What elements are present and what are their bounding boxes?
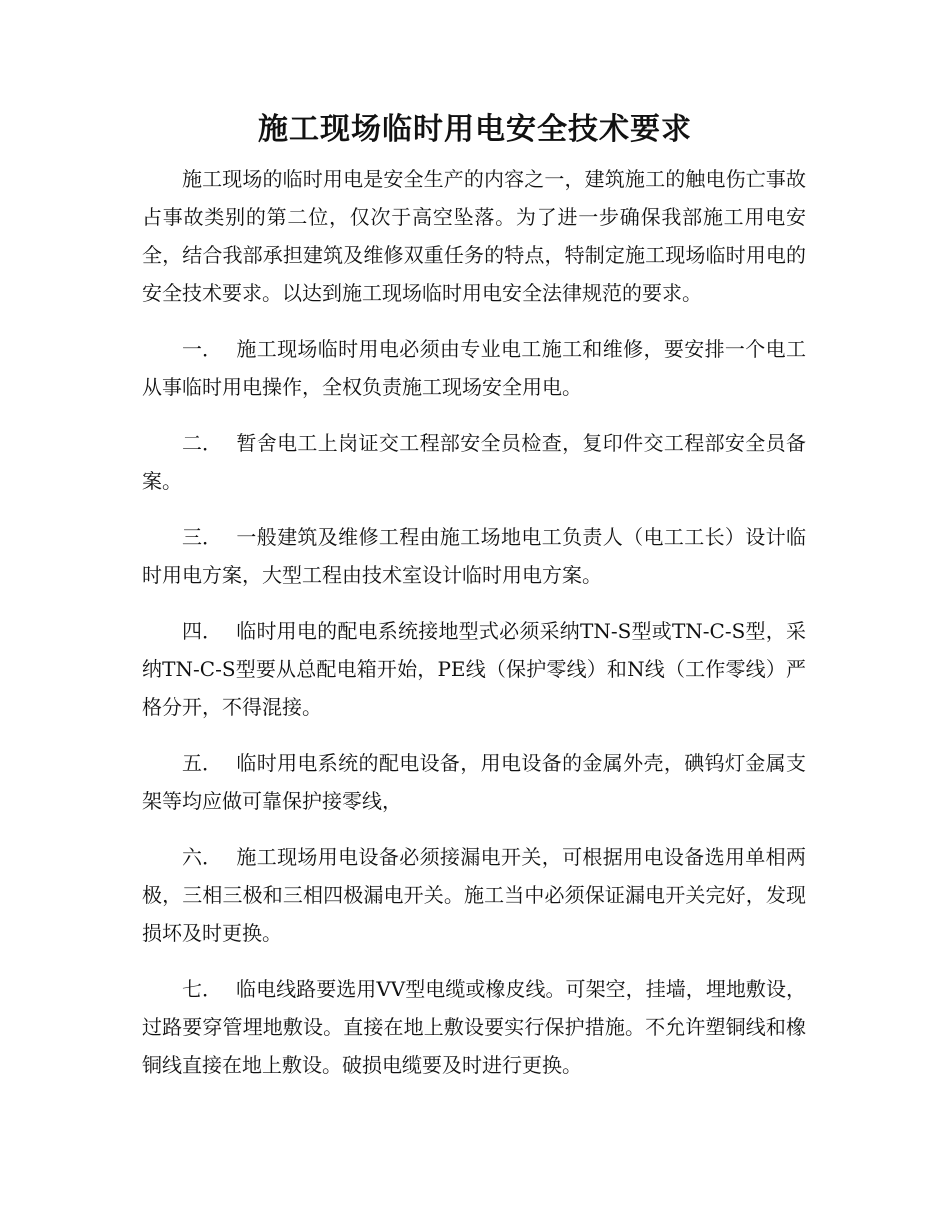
item-text: 临电线路要选用VV型电缆或橡皮线。可架空，挂墙，埋地敷设，过路要穿管埋地敷设。直接在地上敷设要实行保护措施。不允许塑铜线和橡铜线直接在地上敷设。破损电缆要及时进行更换。 <box>142 977 806 1077</box>
document-body <box>142 160 806 1102</box>
intro-paragraph: 施工现场的临时用电是安全生产的内容之一，建筑施工的触电伤亡事故占事故类别的第二位，仅次于高空坠落。为了进一步确保我部施工用电安全，结合我部承担建筑及维修双重任务的特点，特制定施工现场临时用电的安全技术要求。以达到施工现场临时用电安全法律规范的要求。 <box>142 167 806 305</box>
item-text: 施工现场用电设备必须接漏电开关，可根据用电设备选用单相两极，三相三极和三相四极漏电开关。施工当中必须保证漏电开关完好，发现损坏及时更换。 <box>142 845 806 945</box>
item-text: 一般建筑及维修工程由施工场地电工负责人（电工工长）设计临时用电方案，大型工程由技术室设计临时用电方案。 <box>142 525 806 587</box>
item-number: 六． <box>182 845 222 869</box>
list-item <box>142 744 806 820</box>
document-title: 施工现场临时用电安全技术要求 <box>258 112 692 147</box>
item-text: 临时用电的配电系统接地型式必须采纳TN-S型或TN-C-S型，采纳TN-C-S型要从总配电箱开始，PE线（保护零线）和N线（工作零线）严格分开，不得混接。 <box>142 619 806 719</box>
list-item <box>142 970 806 1084</box>
item-number: 三． <box>182 525 222 549</box>
item-text: 暂舍电工上岗证交工程部安全员检查，复印件交工程部安全员备案。 <box>142 431 806 493</box>
list-item <box>142 330 806 406</box>
item-number: 四． <box>182 619 222 643</box>
item-text: 临时用电系统的配电设备，用电设备的金属外壳，碘钨灯金属支架等均应做可靠保护接零线， <box>142 751 806 813</box>
item-number: 一． <box>182 337 222 361</box>
item-number: 七． <box>182 977 222 1001</box>
list-item <box>142 518 806 594</box>
item-number: 五． <box>182 751 222 775</box>
item-number: 二． <box>182 431 222 455</box>
list-item <box>142 838 806 952</box>
item-text: 施工现场临时用电必须由专业电工施工和维修，要安排一个电工从事临时用电操作，全权负责施工现场安全用电。 <box>142 337 806 399</box>
list-item <box>142 424 806 500</box>
list-item <box>142 612 806 726</box>
